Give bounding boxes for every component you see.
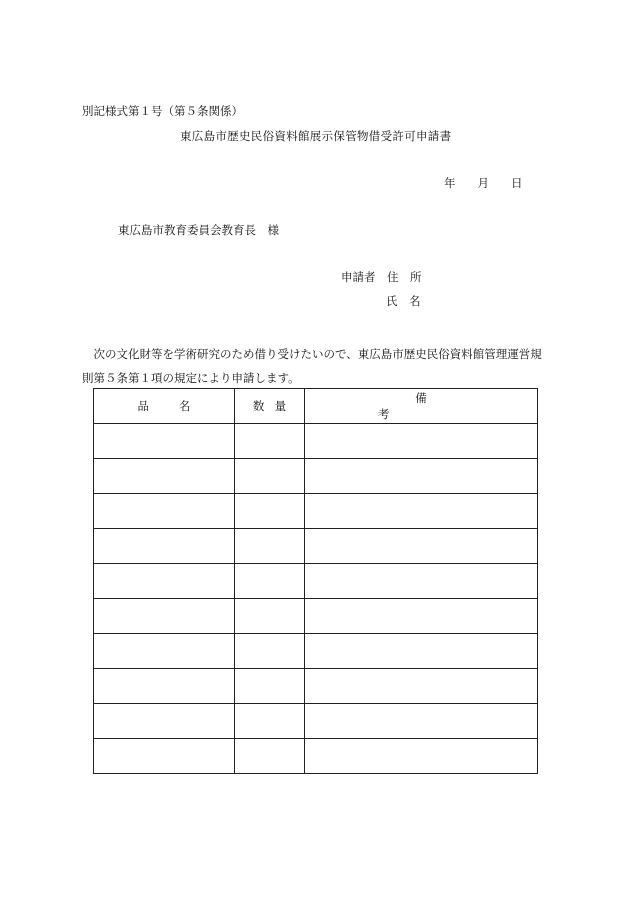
- addressee: 東広島市教育委員会教育長 様: [118, 223, 279, 237]
- remarks-cell[interactable]: [305, 739, 538, 774]
- item-name-cell[interactable]: [94, 529, 235, 564]
- table-row: [94, 424, 538, 459]
- quantity-cell[interactable]: [235, 739, 305, 774]
- table-row: [94, 494, 538, 529]
- remarks-cell[interactable]: [305, 634, 538, 669]
- item-name-cell[interactable]: [94, 459, 235, 494]
- table-row: [94, 634, 538, 669]
- date-line: [444, 178, 523, 190]
- remarks-cell[interactable]: [305, 564, 538, 599]
- remarks-cell[interactable]: [305, 529, 538, 564]
- quantity-cell[interactable]: [235, 669, 305, 704]
- application-body-text: 次の文化財等を学術研究のため借り受けたいので、東広島市歴史民俗資料館管理運営規則第５条第１項の規定により申請します。: [82, 347, 542, 385]
- quantity-cell[interactable]: [235, 424, 305, 459]
- form-number: 別記様式第１号（第５条関係）: [82, 104, 243, 118]
- remarks-cell[interactable]: [305, 459, 538, 494]
- item-name-cell[interactable]: [94, 704, 235, 739]
- date-year-label: 年: [444, 176, 456, 190]
- quantity-cell[interactable]: [235, 634, 305, 669]
- header-remarks-label: 備考: [377, 391, 502, 421]
- quantity-cell[interactable]: [235, 459, 305, 494]
- quantity-cell[interactable]: [235, 529, 305, 564]
- table-row: [94, 529, 538, 564]
- header-item-name: [94, 389, 235, 424]
- header-item-name-label: 品名: [137, 399, 221, 413]
- table-row: [94, 599, 538, 634]
- header-quantity-label: 数量: [252, 399, 297, 413]
- quantity-cell[interactable]: [235, 564, 305, 599]
- item-name-cell[interactable]: [94, 599, 235, 634]
- table-row: [94, 669, 538, 704]
- quantity-cell[interactable]: [235, 599, 305, 634]
- table-header-row: [94, 389, 538, 424]
- item-name-cell[interactable]: [94, 739, 235, 774]
- document-title: 東広島市歴史民俗資料館展示保管物借受許可申請書: [180, 129, 452, 143]
- item-name-cell[interactable]: [94, 424, 235, 459]
- remarks-cell[interactable]: [305, 494, 538, 529]
- remarks-cell[interactable]: [305, 704, 538, 739]
- date-month-label: 月: [477, 176, 489, 190]
- applicant-name-label: 氏 名: [386, 294, 421, 308]
- item-name-cell[interactable]: [94, 564, 235, 599]
- table-row: [94, 459, 538, 494]
- date-day-label: 日: [511, 176, 523, 190]
- item-name-cell[interactable]: [94, 634, 235, 669]
- item-name-cell[interactable]: [94, 669, 235, 704]
- quantity-cell[interactable]: [235, 494, 305, 529]
- header-quantity: [235, 389, 305, 424]
- table-row: [94, 739, 538, 774]
- header-remarks: [305, 389, 538, 424]
- remarks-cell[interactable]: [305, 669, 538, 704]
- remarks-cell[interactable]: [305, 599, 538, 634]
- applicant-address-label: 申請者 住 所: [341, 270, 422, 284]
- table-row: [94, 704, 538, 739]
- table-row: [94, 564, 538, 599]
- items-table: [93, 388, 538, 774]
- quantity-cell[interactable]: [235, 704, 305, 739]
- remarks-cell[interactable]: [305, 424, 538, 459]
- item-name-cell[interactable]: [94, 494, 235, 529]
